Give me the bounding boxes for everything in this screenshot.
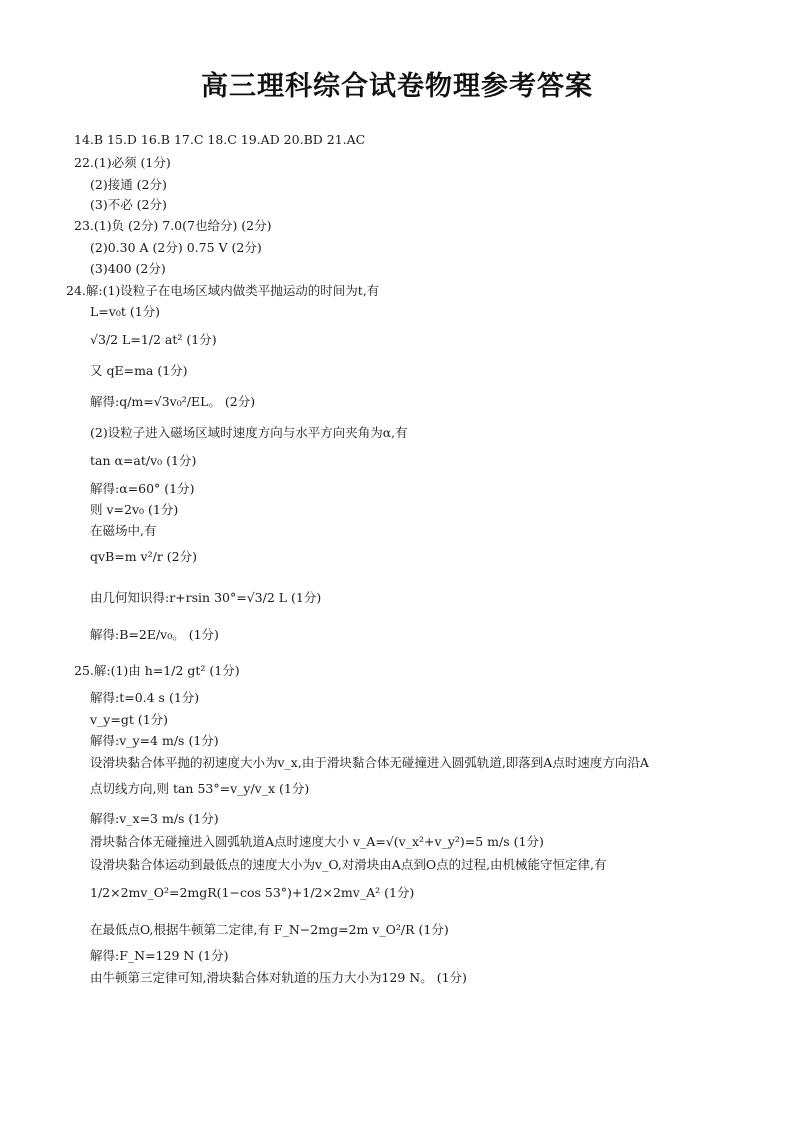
q24-intro: 24.解:(1)设粒子在电场区域内做类平抛运动的时间为t,有 <box>66 283 380 298</box>
q25-eq-vy: v_y=gt (1分) <box>90 712 169 727</box>
q22-part1: 22.(1)必须 (1分) <box>74 155 171 170</box>
page-title: 高三理科综合试卷物理参考答案 <box>201 71 593 102</box>
q24-eq-displacement: √3/2 L=1/2 at² (1分) <box>90 332 217 347</box>
q24-result-angle: 解得:α=60° (1分) <box>90 481 195 496</box>
q25-energy-intro: 设滑块黏合体运动到最低点的速度大小为v_O,对滑块由A点到O点的过程,由机械能守恒定律,有 <box>90 857 607 872</box>
q25-setup-line2: 点切线方向,则 tan 53°=v_y/v_x (1分) <box>90 781 310 796</box>
q24-result-field: 解得:B=2E/v₀。 (1分) <box>90 627 219 642</box>
q24-eq-lorentz: qvB=m v²/r (2分) <box>90 549 197 564</box>
mc-answers-line: 14.B 15.D 16.B 17.C 18.C 19.AD 20.BD 21.AC <box>74 132 366 147</box>
q25-eq-energy: 1/2×2mv_O²=2mgR(1−cos 53°)+1/2×2mv_A² (1分) <box>90 885 415 900</box>
q25-result-vy: 解得:v_y=4 m/s (1分) <box>90 733 219 748</box>
q24-eq-time: L=v₀t (1分) <box>90 304 161 319</box>
q23-part1: 23.(1)负 (2分) 7.0(7也给分) (2分) <box>74 218 272 233</box>
q23-part3: (3)400 (2分) <box>90 261 166 276</box>
q25-eq-fall: 25.解:(1)由 h=1/2 gt² (1分) <box>74 663 240 678</box>
q24-part2-intro: (2)设粒子进入磁场区域时速度方向与水平方向夹角为α,有 <box>90 425 408 440</box>
q25-setup-line1: 设滑块黏合体平抛的初速度大小为v_x,由于滑块黏合体无碰撞进入圆弧轨道,即落到A点时速度方向沿A <box>90 755 649 770</box>
q25-result-normal-force: 解得:F_N=129 N (1分) <box>90 948 229 963</box>
q24-eq-force: 又 qE=ma (1分) <box>90 363 188 378</box>
q25-result-time: 解得:t=0.4 s (1分) <box>90 690 200 705</box>
q24-result-charge-ratio: 解得:q/m=√3v₀²/EL。 (2分) <box>90 394 256 409</box>
q24-eq-geometry: 由几何知识得:r+rsin 30°=√3/2 L (1分) <box>90 590 322 605</box>
q24-result-velocity: 则 v=2v₀ (1分) <box>90 502 179 517</box>
q24-eq-angle: tan α=at/v₀ (1分) <box>90 453 197 468</box>
q25-eq-newton2: 在最低点O,根据牛顿第二定律,有 F_N−2mg=2m v_O²/R (1分) <box>90 922 449 937</box>
q25-eq-va: 滑块黏合体无碰撞进入圆弧轨道A点时速度大小 v_A=√(v_x²+v_y²)=5 m/s (1分) <box>90 834 544 849</box>
q24-magnetic-intro: 在磁场中,有 <box>90 523 157 538</box>
q25-result-vx: 解得:v_x=3 m/s (1分) <box>90 811 219 826</box>
q25-conclusion: 由牛顿第三定律可知,滑块黏合体对轨道的压力大小为129 N。 (1分) <box>90 970 467 985</box>
q22-part2: (2)接通 (2分) <box>90 177 167 192</box>
q23-part2: (2)0.30 A (2分) 0.75 V (2分) <box>90 240 262 255</box>
q22-part3: (3)不必 (2分) <box>90 197 167 212</box>
